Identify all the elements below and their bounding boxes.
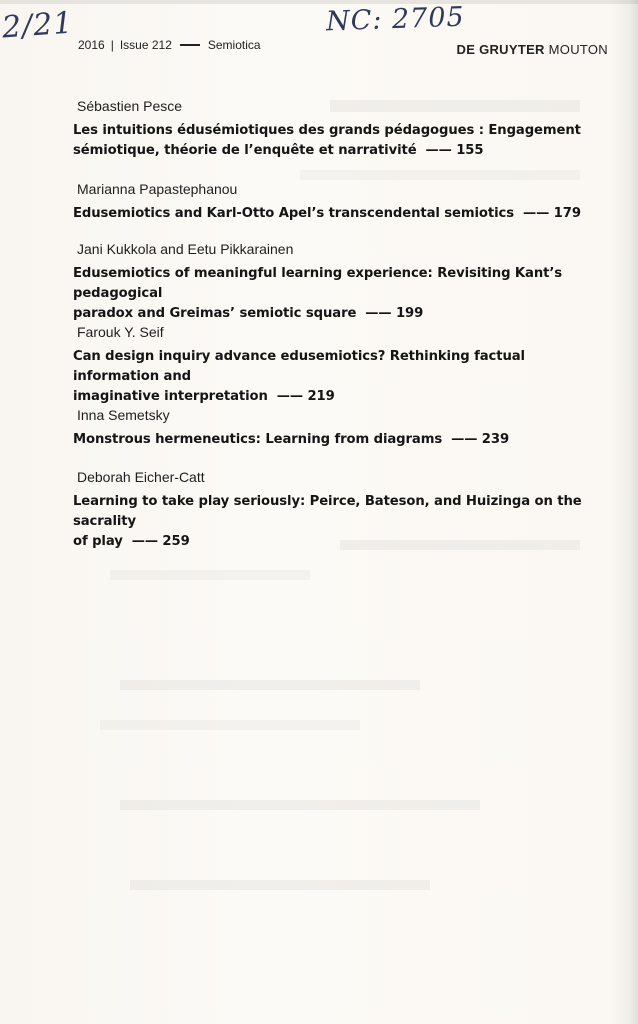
page-number: 239 [481,432,510,447]
page-number: 179 [553,206,581,221]
publisher-light: MOUTON [548,42,608,57]
contents-entry [73,97,603,161]
em-dash: —— [518,206,554,221]
contents-entry [73,323,603,407]
entry-author: Inna Semetsky [77,407,170,423]
em-dash: —— [127,534,163,549]
title-line: Les intuitions édusémiotiques des grands pédagogues : Engagement [73,123,581,138]
journal-name: Semiotica [207,38,261,52]
issue-number: Issue 212 [119,38,172,52]
page-number: 259 [162,534,190,549]
title-line: sémiotique, théorie de l’enquête et narrativité [73,143,417,158]
entry-author: Sébastien Pesce [77,98,183,114]
page-header [78,38,608,58]
em-dash: —— [446,432,482,447]
issue-info [78,38,261,52]
entry-title[interactable] [73,347,603,407]
page-number: 199 [395,306,424,321]
handwritten-note-center: NC: 2705 [325,1,466,38]
entry-title[interactable] [73,264,603,324]
title-line: Learning to take play seriously: Peirce, Bateson, and Huizinga on the sacrality [73,494,582,529]
page-right-shadow [608,0,638,1024]
title-line: Edusemiotics and Karl-Otto Apel’s transcendental semiotics [73,206,514,221]
entry-author: Deborah Eicher-Catt [77,469,205,485]
entry-title[interactable] [73,492,603,552]
title-line: Edusemiotics of meaningful learning experience: Revisiting Kant’s pedagogical [73,266,562,301]
contents-entry [73,240,603,324]
title-line: Monstrous hermeneutics: Learning from diagrams [73,432,443,447]
title-line: paradox and Greimas’ semiotic square [73,306,357,321]
entry-author: Jani Kukkola and Eetu Pikkarainen [77,241,294,257]
entry-author: Marianna Papastephanou [77,181,238,197]
separator-pipe: | [110,38,114,52]
title-line: Can design inquiry advance edusemiotics? Rethinking factual information and [73,349,525,384]
contents-entry [73,180,603,224]
publisher-bold: DE GRUYTER [456,42,545,57]
title-line: imaginative interpretation [73,389,268,404]
year: 2016 [78,38,105,52]
contents-entry [73,468,603,552]
entry-author: Farouk Y. Seif [77,324,164,340]
contents-entry [73,406,603,450]
em-dash: —— [272,389,308,404]
dash-rule [180,44,200,46]
page-number: 155 [456,143,484,158]
publisher-logo [457,42,609,57]
em-dash: —— [360,306,396,321]
entry-title[interactable] [73,204,603,224]
em-dash: —— [421,143,457,158]
entry-title[interactable] [73,430,603,450]
entry-title[interactable] [73,121,603,161]
handwritten-note-left: 2/21 [0,5,75,46]
title-line: of play [73,534,123,549]
page-top-edge [0,0,638,4]
page-number: 219 [307,389,335,404]
